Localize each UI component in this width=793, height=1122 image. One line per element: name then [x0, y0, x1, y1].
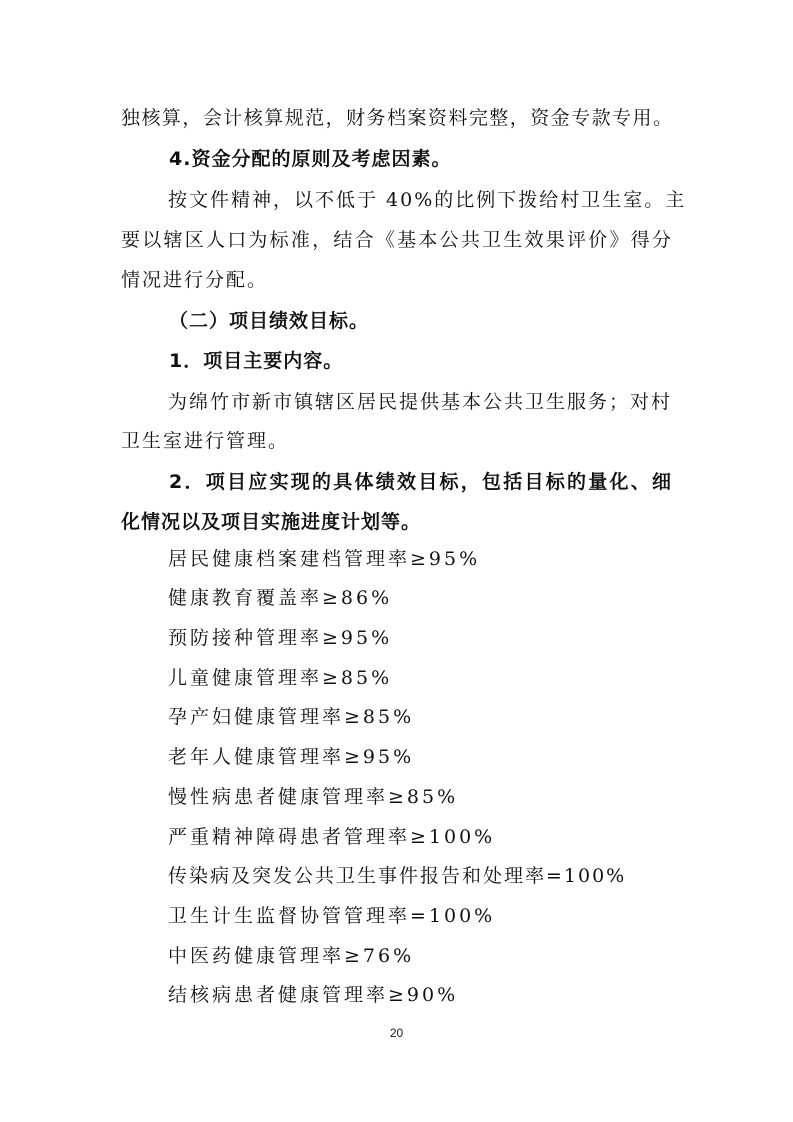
- paragraph-line: 为绵竹市新市镇辖区居民提供基本公共卫生服务；对村: [168, 391, 673, 413]
- metric-item: 老年人健康管理率≥95%: [168, 746, 415, 768]
- heading-specific-goals: 2．项目应实现的具体绩效目标，包括目标的量化、细: [169, 471, 672, 493]
- metric-item: 慢性病患者健康管理率≥85%: [168, 786, 459, 808]
- heading-performance-goals: （二）项目绩效目标。: [169, 310, 370, 332]
- metric-item: 传染病及突发公共卫生事件报告和处理率=100%: [168, 865, 627, 887]
- paragraph-line: 要以辖区人口为标准，结合《基本公共卫生效果评价》得分: [121, 229, 673, 251]
- paragraph-line: 卫生室进行管理。: [121, 430, 290, 452]
- metric-item: 卫生计生监督协管管理率=100%: [168, 905, 496, 927]
- metric-item: 居民健康档案建档管理率≥95%: [168, 548, 481, 570]
- heading-funding-principles: 4.资金分配的原则及考虑因素。: [169, 148, 452, 170]
- page-number: 20: [389, 1026, 404, 1040]
- paragraph-line: 情况进行分配。: [121, 269, 269, 291]
- paragraph-line: 按文件精神，以不低于 40%的比例下拨给村卫生室。主: [168, 189, 687, 211]
- heading-specific-goals-cont: 化情况以及项目实施进度计划等。: [121, 511, 422, 533]
- metric-item: 孕产妇健康管理率≥85%: [168, 706, 415, 728]
- metric-item: 中医药健康管理率≥76%: [168, 945, 415, 967]
- metric-item: 严重精神障碍患者管理率≥100%: [168, 826, 496, 848]
- metric-item: 儿童健康管理率≥85%: [168, 667, 393, 689]
- metric-item: 健康教育覆盖率≥86%: [168, 587, 393, 609]
- metric-item: 结核病患者健康管理率≥90%: [168, 984, 459, 1006]
- metric-item: 预防接种管理率≥95%: [168, 627, 393, 649]
- paragraph-line: 独核算，会计核算规范，财务档案资料完整，资金专款专用。: [121, 107, 673, 129]
- heading-project-content: 1．项目主要内容。: [169, 350, 344, 372]
